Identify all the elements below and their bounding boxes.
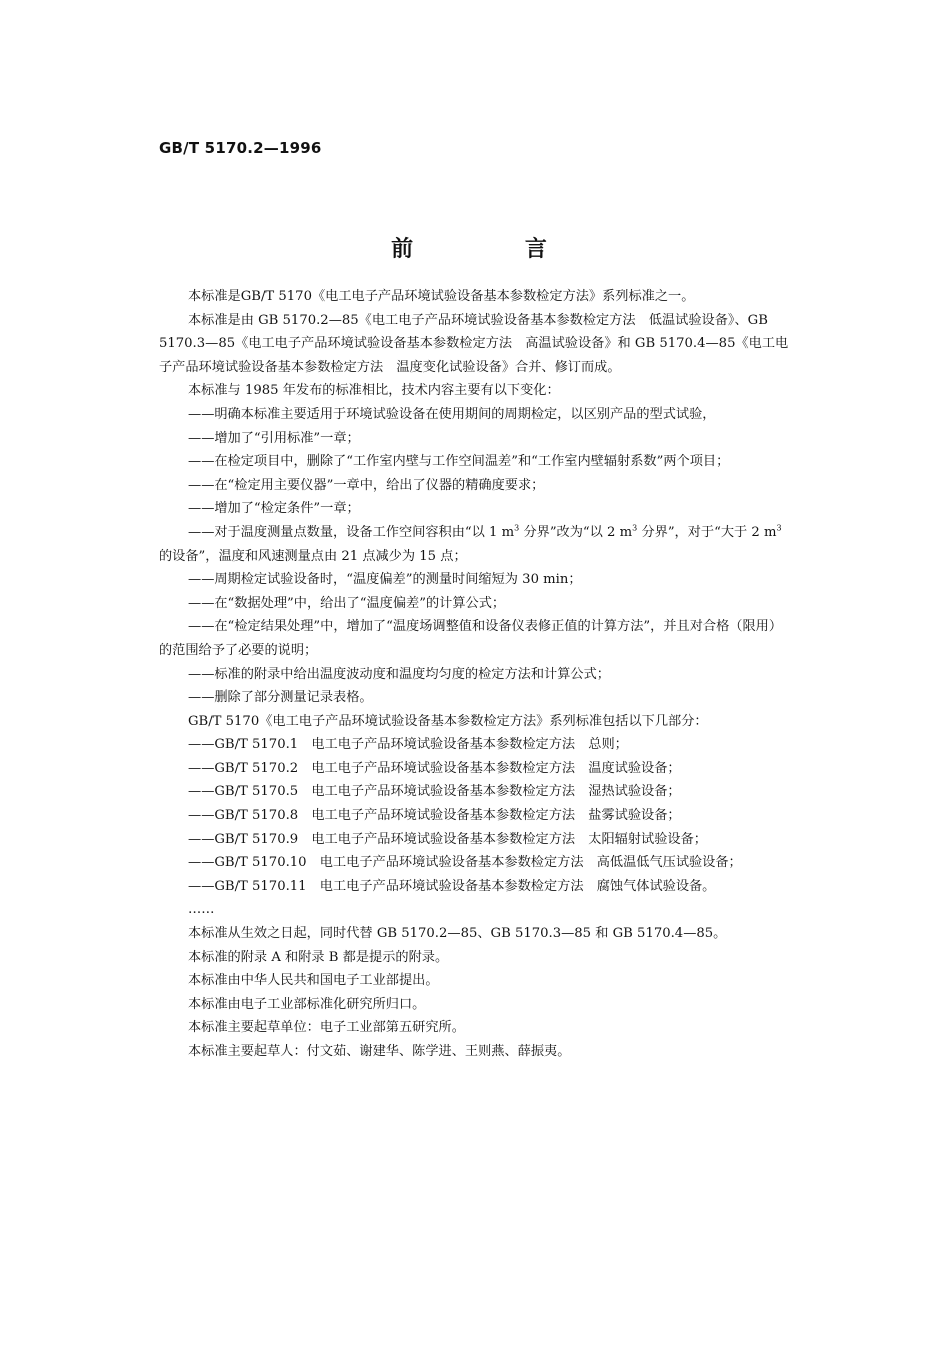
- paragraph: GB/T 5170《电工电子产品环境试验设备基本参数检定方法》系列标准包括以下几部分：: [188, 713, 708, 729]
- superscript: 3: [514, 523, 520, 533]
- paragraph: 本标准由中华人民共和国电子工业部提出。: [188, 973, 439, 989]
- list-item: ——GB/T 5170.11 电工电子产品环境试验设备基本参数检定方法 腐蚀气体试验设备。: [188, 878, 716, 894]
- paragraph: 本标准从生效之日起，同时代替 GB 5170.2—85、GB 5170.3—85 和 GB 5170.4—85。: [188, 926, 727, 942]
- text-span: 的设备”，温度和风速测量点由 21 点减少为 15 点；: [159, 548, 467, 564]
- list-item: ——明确本标准主要适用于环境试验设备在使用期间的周期检定，以区别产品的型式试验，: [188, 406, 716, 422]
- list-item: ——增加了“检定条件”一章；: [188, 501, 360, 517]
- paragraph: 本标准是GB/T 5170《电工电子产品环境试验设备基本参数检定方法》系列标准之一。: [188, 289, 695, 304]
- list-item: ——GB/T 5170.8 电工电子产品环境试验设备基本参数检定方法 盐雾试验设备；: [188, 808, 681, 824]
- superscript: 3: [632, 523, 638, 533]
- paragraph: 本标准主要起草人：付文茹、谢建华、陈学进、王则燕、薛振夷。: [188, 1044, 571, 1059]
- ellipsis: ……: [188, 902, 215, 918]
- list-item: ——在“数据处理”中，给出了“温度偏差”的计算公式；: [188, 595, 506, 611]
- list-item: ——标准的附录中给出温度波动度和温度均匀度的检定方法和计算公式；: [188, 666, 610, 682]
- list-item: ——GB/T 5170.9 电工电子产品环境试验设备基本参数检定方法 太阳辐射试验设备；: [188, 831, 707, 847]
- page-title: 前 言: [391, 236, 599, 262]
- paragraph: 本标准与 1985 年发布的标准相比，技术内容主要有以下变化：: [188, 383, 560, 399]
- list-item: ——GB/T 5170.2 电工电子产品环境试验设备基本参数检定方法 温度试验设备；: [188, 760, 681, 776]
- paragraph: 本标准是由 GB 5170.2—85《电工电子产品环境试验设备基本参数检定方法 低温试验设备》、GB 5170.3—85《电工电子产品环境试验设备基本参数检定方法 高温试验设备》和 GB 5170.4—85《电工电子产品环境试验设备基本参数检定方法 温度变化试验设备》合并、修订而成。: [159, 312, 789, 375]
- paragraph: 本标准的附录 A 和附录 B 都是提示的附录。: [188, 949, 449, 965]
- superscript: 3: [776, 523, 782, 533]
- list-item: ——在检定项目中，删除了“工作室内壁与工作空间温差”和“工作室内壁辐射系数”两个项目；: [188, 454, 730, 470]
- list-item: [159, 521, 791, 568]
- list-item: ——周期检定试验设备时，“温度偏差”的测量时间缩短为 30 min；: [188, 572, 582, 588]
- document-code: GB/T 5170.2—1996: [159, 139, 322, 157]
- foreword-body: [159, 285, 791, 1064]
- text-span: 分界”改为“以 2 m: [519, 524, 633, 540]
- list-item: ——增加了“引用标准”一章；: [188, 430, 360, 446]
- paragraph: 本标准主要起草单位：电子工业部第五研究所。: [188, 1020, 465, 1036]
- text-span: ——对于温度测量点数量，设备工作空间容积由“以 1 m: [188, 524, 515, 540]
- text-span: 分界”，对于“大于 2 m: [637, 524, 777, 540]
- list-item: ——在“检定结果处理”中，增加了“温度场调整值和设备仪表修正值的计算方法”，并且对合格（限用）的范围给予了必要的说明；: [159, 619, 783, 658]
- list-item: ——GB/T 5170.1 电工电子产品环境试验设备基本参数检定方法 总则；: [188, 737, 628, 753]
- paragraph: 本标准由电子工业部标准化研究所归口。: [188, 996, 426, 1012]
- list-item: ——在“检定用主要仪器”一章中，给出了仪器的精确度要求；: [188, 477, 545, 493]
- list-item: ——GB/T 5170.5 电工电子产品环境试验设备基本参数检定方法 湿热试验设备；: [188, 784, 681, 800]
- list-item: ——GB/T 5170.10 电工电子产品环境试验设备基本参数检定方法 高低温低气压试验设备；: [188, 855, 742, 871]
- list-item: ——删除了部分测量记录表格。: [188, 690, 373, 706]
